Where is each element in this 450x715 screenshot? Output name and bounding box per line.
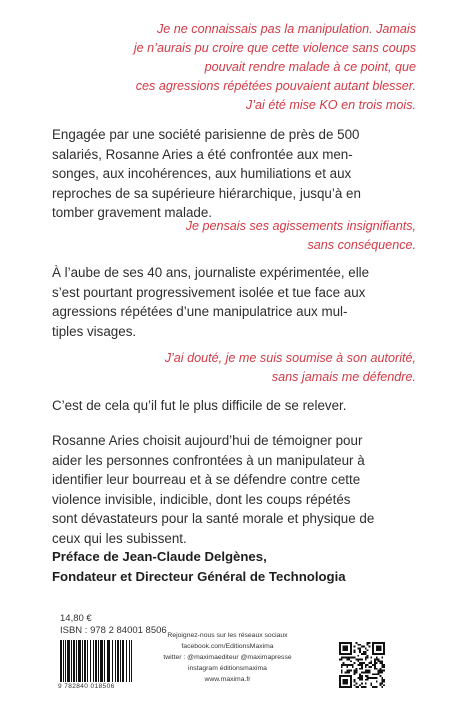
paragraph-line: salariés, Rosanne Aries a été confrontée aux men- — [52, 146, 353, 162]
quote-line: ces agressions répétées pouvaient autant blesser. — [135, 79, 416, 93]
preface-line: Fondateur et Directeur Général de Technologia — [52, 568, 346, 584]
social-link-twitter: twitter : @maximaediteur @maximapresse — [163, 654, 292, 661]
barcode-icon — [60, 640, 154, 682]
preface-credit — [52, 547, 346, 586]
social-line: Rejoignez-nous sur les réseaux sociaux — [167, 632, 288, 639]
paragraph-line: agressions répétées d’une manipulatrice aux mul- — [52, 304, 348, 319]
paragraph-line: Engagée par une société parisienne de près de 500 — [52, 127, 360, 142]
paragraph-2 — [52, 263, 369, 341]
quote-line: J’ai douté, je me suis soumise à son autorité, — [164, 351, 416, 365]
quote-line: J’ai été mise KO en trois mois. — [245, 98, 416, 112]
paragraph-line: ceux qui les subissent. — [52, 530, 187, 546]
social-link-facebook: facebook.com/EditionsMaxima — [181, 643, 274, 650]
quote-line: Je pensais ses agissements insignifiants, — [185, 219, 416, 233]
barcode-digits: 9 782840 018506 — [58, 683, 115, 690]
paragraph-1 — [52, 125, 361, 223]
quote-2 — [186, 217, 416, 255]
paragraph-line: Rosanne Aries choisit aujourd’hui de témoigner pour — [52, 433, 363, 448]
isbn: ISBN : 978 2 84001 8506 — [60, 625, 167, 636]
paragraph-line: sont dévastateurs pour la santé morale et physique de — [52, 511, 375, 526]
quote-line: sans jamais me défendre. — [271, 370, 416, 384]
quote-1 — [134, 20, 416, 115]
paragraph-3 — [52, 396, 347, 416]
paragraph-4 — [52, 431, 374, 548]
qr-code-icon — [339, 642, 385, 688]
quote-line: Je ne connaissais pas la manipulation. Jamais — [156, 22, 416, 36]
paragraph-line: s’est pourtant progressivement isolée et tue face aux — [52, 284, 366, 300]
quote-line: sans conséquence. — [307, 238, 416, 252]
paragraph-line: tiples visages. — [52, 323, 137, 339]
paragraph-line: tomber gravement malade. — [52, 205, 213, 220]
price: 14,80 € — [60, 613, 92, 624]
paragraph-line: songes, aux incohérences, aux humiliations et aux — [52, 166, 352, 181]
paragraph-line: violence invisible, indicible, dont les coups répétés — [52, 491, 351, 507]
paragraph-line: aider les personnes confrontées à un manipulateur à — [52, 452, 365, 468]
quote-3 — [165, 349, 416, 387]
quote-line: pouvait rendre malade à ce point, que — [204, 60, 416, 74]
social-links — [155, 630, 300, 685]
paragraph-line: identifier leur bourreau et à se défendre contre cette — [52, 472, 361, 487]
social-link-instagram: instagram éditionsmaxima — [188, 665, 267, 672]
quote-line: je n’aurais pu croire que cette violence sans coups — [133, 41, 416, 55]
paragraph-line: C’est de cela qu’il fut le plus difficile de se relever. — [52, 398, 347, 413]
paragraph-line: À l’aube de ses 40 ans, journaliste expérimentée, elle — [52, 265, 370, 280]
website-link: www.maxima.fr — [204, 676, 251, 683]
preface-line: Préface de Jean-Claude Delgènes, — [52, 549, 267, 564]
paragraph-line: reproches de sa supérieure hiérarchique, jusqu’à en — [52, 185, 361, 201]
